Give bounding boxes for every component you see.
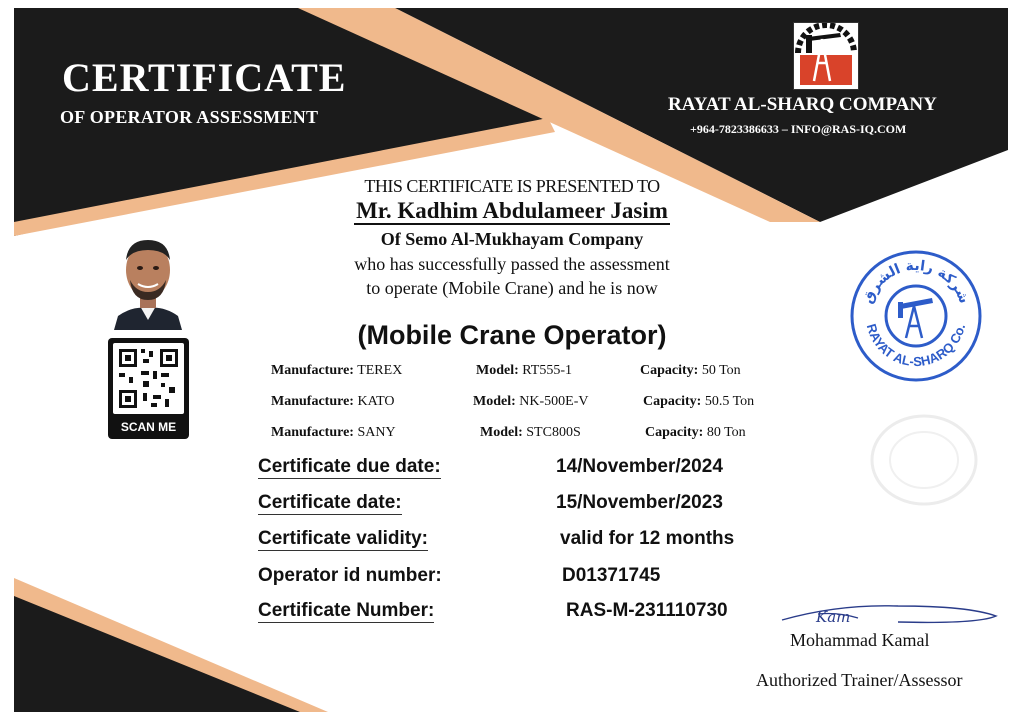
company-name: RAYAT AL-SHARQ COMPANY	[668, 94, 937, 115]
certified-role: (Mobile Crane Operator)	[357, 320, 667, 350]
certificate-date-value: 15/November/2023	[556, 492, 723, 513]
certificate-date-label: Certificate date:	[258, 492, 402, 513]
certificate-number-label: Certificate Number:	[258, 600, 435, 621]
operator-id-value: D01371745	[562, 565, 661, 586]
presented-to-text: THIS CERTIFICATE IS PRESENTED TO	[364, 176, 660, 196]
capacity-value: 80 Ton	[706, 425, 746, 440]
recipient-company: Of Semo Al-Mukhayam Company	[380, 229, 644, 249]
capacity-label: Capacity:	[643, 394, 702, 409]
company-stamp	[848, 248, 984, 384]
qr-code-icon[interactable]	[113, 343, 184, 414]
model-value: NK-500E-V	[519, 394, 589, 409]
equipment-row-1-capacity	[640, 363, 741, 379]
due-date-value: 14/November/2024	[556, 456, 723, 477]
due-date-label: Certificate due date:	[258, 456, 441, 477]
recipient-name	[0, 198, 1024, 224]
embossed-seal-icon	[864, 410, 984, 510]
model-value: STC800S	[526, 425, 581, 440]
operator-id-label: Operator id number:	[258, 565, 442, 586]
manufacture-value: SANY	[357, 425, 396, 440]
stamp-arabic-text: شركة راية الشرق	[859, 257, 973, 306]
manufacture-label: Manufacture:	[271, 363, 354, 378]
stamp-english-text: RAYAT AL-SHARQ Co.	[863, 322, 969, 370]
certificate-title: CERTIFICATE	[62, 55, 347, 100]
equipment-row-1-manufacture	[271, 363, 402, 379]
company-contact: +964-7823386633 – INFO@RAS-IQ.COM	[690, 122, 907, 136]
model-label: Model:	[473, 394, 516, 409]
equipment-row-1-model	[476, 363, 572, 379]
capacity-value: 50 Ton	[701, 363, 741, 378]
capacity-label: Capacity:	[640, 363, 699, 378]
operator-photo	[112, 234, 184, 330]
signer-name: Mohammad Kamal	[790, 630, 930, 650]
assessment-line-1: who has successfully passed the assessment	[354, 254, 670, 274]
model-label: Model:	[476, 363, 519, 378]
certificate-subtitle: OF OPERATOR ASSESSMENT	[60, 107, 319, 127]
manufacture-label: Manufacture:	[271, 394, 354, 409]
assessment-line-2: to operate (Mobile Crane) and he is now	[366, 278, 658, 298]
oil-pump-logo-icon	[794, 23, 858, 89]
equipment-row-2-model	[473, 394, 588, 410]
manufacture-value: KATO	[357, 394, 395, 409]
manufacture-label: Manufacture:	[271, 425, 354, 440]
company-logo	[793, 22, 859, 90]
model-label: Model:	[480, 425, 523, 440]
stamp-seal-icon	[848, 248, 984, 384]
certificate-number-value: RAS-M-231110730	[566, 600, 728, 621]
manufacture-value: TEREX	[357, 363, 403, 378]
equipment-row-2-manufacture	[271, 394, 395, 410]
model-value: RT555-1	[522, 363, 572, 378]
signature-scribble-text: Kam	[816, 608, 851, 626]
equipment-row-2-capacity	[643, 394, 754, 410]
signer-role: Authorized Trainer/Assessor	[756, 670, 963, 690]
capacity-label: Capacity:	[645, 425, 704, 440]
recipient-name-text: Mr. Kadhim Abdulameer Jasim	[356, 198, 668, 223]
equipment-row-3-model	[480, 425, 581, 441]
signature	[778, 596, 1000, 632]
equipment-row-3-capacity	[645, 425, 746, 441]
capacity-value: 50.5 Ton	[704, 394, 755, 409]
equipment-row-3-manufacture	[271, 425, 396, 441]
validity-value: valid for 12 months	[560, 528, 735, 549]
signature-scribble-icon	[778, 596, 1000, 632]
validity-label: Certificate validity:	[258, 528, 428, 549]
portrait-image	[112, 234, 184, 330]
qr-code-badge[interactable]	[108, 338, 189, 439]
embossed-seal	[864, 410, 984, 510]
qr-caption: SCAN ME	[120, 420, 177, 434]
